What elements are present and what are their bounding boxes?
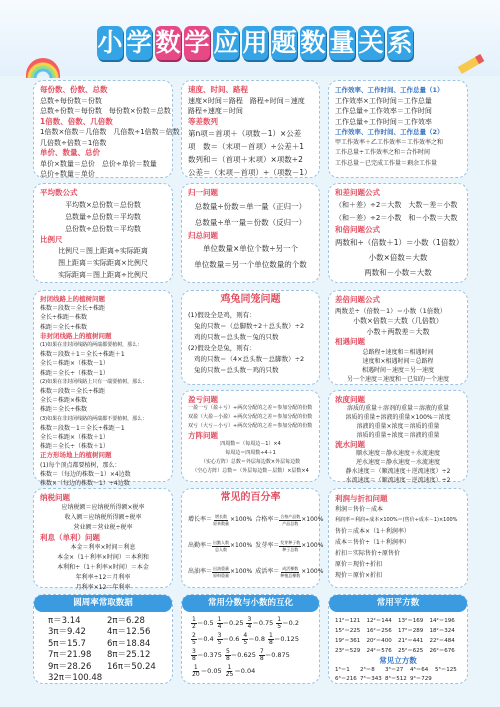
cube-value: 5³＝125 [435,666,457,673]
formula: 速度×时间＝路程 路程÷时间＝速度 [188,96,305,105]
formula: 株距＝全长÷株数 [40,406,88,414]
formula: 顺水速度＝静水速度＋水流速度 [355,450,440,457]
formula: 本金＝利率×时间＝利息 [70,544,136,551]
formula: 工作总量÷工作时间＝工作效率 [335,117,432,126]
formula: 图上距离＝实际距离×比例尺 [58,259,148,267]
pi-value: 2π＝6.28 [107,615,145,626]
formula: 总数量÷总份数＝平均数 [65,212,141,221]
cube-value: 4³＝64 [410,666,429,673]
title-char: 应 [213,26,239,60]
card-tax-interest [33,488,173,591]
square-value: 11²＝121 [335,617,361,624]
formula: 溶质的重量÷浓度＝溶液的重量 [356,432,440,439]
formula: 原价＝现价÷折扣 [335,561,383,568]
pi-value: 5π＝15.7 [48,638,86,649]
denominator: 5 [217,639,222,646]
card-title: 常用平方数 [329,595,467,612]
cube-row [335,675,461,684]
formula: 比例尺＝图上距离÷实际距离 [58,247,148,255]
card-sum-difference [328,183,468,283]
formula: 收入额＝应纳税所得额÷税率 [64,514,142,521]
formula: 数列和＝（首项＋末项）×项数÷2 [188,155,303,164]
formula: 溶质的重量÷溶液的重量×100%＝浓度 [345,414,451,421]
formula: 实际距离＝图上距离÷比例尺 [58,271,148,279]
formula: 第n项＝首项＋（项数－1）×公差 [188,129,302,138]
label: 成活率＝ [255,568,280,576]
formula: 利润＝售价－成本 [335,506,384,513]
numerator: 1 [192,616,196,623]
numerator: 出勤人数 [213,540,230,545]
fraction-row [188,648,313,664]
square-value: 16²＝256 [366,627,392,634]
formula: 利润率＝利润÷成本×100%＝(售价÷成本－1)×100% [335,517,458,523]
card-concentration-flow [328,390,468,482]
formula: 株距＝全长÷（株数＋1） [40,443,109,451]
card-percentages [181,488,324,588]
card-unitary [181,183,320,283]
suffix: ×100% [301,516,324,524]
square-value: 22²＝484 [429,637,455,644]
denominator: 8 [259,655,264,662]
square-value: 18²＝324 [429,627,455,634]
cube-value: 1³＝1 [335,666,350,673]
formula: 工作总量÷工作效率之和＝合作时间 [335,149,431,156]
title-char: 学 [184,26,210,60]
denominator: 20 [192,671,200,678]
fraction-row [188,616,313,632]
card-fraction-decimal [181,594,320,684]
numerator: 3 [247,616,252,623]
heading: 盈亏问题 [188,395,218,404]
square-value: 21²＝441 [398,637,424,644]
heading: 利润与折扣问题 [335,494,388,503]
heading: 等差数列 [188,116,218,126]
formula: 株数＝（每边的株数－1）×4边数 [40,470,131,478]
numerator: 1 [193,664,198,671]
formula: 总份数÷总份数＝平均数 [65,224,141,233]
formula: 现价＝原价×折扣 [335,572,383,579]
formula: 营业额＝营业税÷税率 [73,524,133,531]
denominator: 8 [225,655,230,662]
card-profit-loss-array [181,390,320,482]
formula: 折扣＝实际售价÷原售价 [335,550,401,557]
title-char: 系 [387,26,413,60]
pi-value: 4π＝12.56 [107,627,151,637]
heading: 利息（单利）问题 [40,533,100,542]
heading: 和倍问题公式 [335,224,380,234]
numerator: 1 [277,616,282,623]
formula: （和－差）÷2＝小数 和－小数＝大数 [335,213,458,222]
percent-row [188,560,324,586]
card-work-efficiency [328,80,468,178]
pi-value: 9π＝28.26 [48,661,92,672]
denominator: 25 [225,671,234,678]
numerator: 1 [217,616,222,623]
formula: 工作总量÷工作效率＝工作时间 [335,107,432,115]
fraction-row [188,664,313,680]
formula: 株数＝段数－1＝全长÷株距－1 [40,424,125,432]
formula: 相遇时间－速度＝另一速度 [361,366,434,374]
numerator: 2 [192,632,196,639]
heading: 相遇问题 [335,337,365,346]
title-char: 小 [97,26,123,60]
denominator: 2 [192,623,196,630]
suffix: ×100% [230,542,253,550]
cube-value: 7³＝343 [360,675,382,682]
heading: 流水问题 [335,440,365,449]
denominator: 种子总数 [282,547,299,552]
denominator: 4 [247,623,252,630]
fraction [279,540,301,553]
formula: 单位数量＝另一个单位数量的个数 [194,260,307,269]
heading: 常见立方数 [379,655,417,665]
formula: 溶液的重量×浓度＝溶质的重量 [356,423,440,430]
denominator: 原来数量 [213,521,230,526]
formula: 单位数量×单位个数÷另一个 [202,244,299,253]
fraction [225,665,235,678]
numerator: 合格产品数 [280,514,301,519]
cube-row [335,666,461,675]
denominator: 5 [192,639,196,646]
formula: 成本＝售价÷（1＋利润率） [335,539,410,546]
pi-row [40,662,166,674]
numerator: 3 [217,632,222,639]
pi-value: 8π＝25.12 [107,650,151,660]
formula: 四周数＝（每周边－1）×4 [220,441,281,447]
formula: 全长÷株距－株数 [40,314,88,322]
formula: (1)如果在非封闭线路的两端都要植树，那么： [40,342,143,349]
pi-value: 7π＝21.98 [48,650,92,660]
title-char: 关 [358,26,384,60]
formula: （实心方阵）总数＝外层每边数×外层每边数 [200,459,301,465]
numerator: 出油重量 [213,566,230,571]
card-title: 常用分数与小数的互化 [182,595,319,612]
formula: 逆水速度＝静水速度－水流速度 [355,459,440,466]
heading: 纳税问题 [40,493,70,502]
decimal-value: ＝0.2 [282,619,299,628]
card-title: 常见的百分率 [220,492,281,503]
pi-row [40,673,166,685]
cube-value: 9³＝729 [410,675,432,682]
decimal-value: ＝0.125 [273,635,299,644]
percent-row [188,534,324,560]
square-value: 24²＝576 [366,647,392,654]
title-char: 数 [300,26,326,60]
denominator: 种植总棵数 [280,573,301,578]
formula: 一盈一亏（盈＋亏）÷两次分配的之差＝参加分配的份数 [188,405,313,411]
title-char: 用 [242,26,268,60]
formula: 路程÷速度＝时间 [188,107,243,115]
numerator: 增长数 [215,514,228,519]
formula: 另一个速度＝速度和－已知的一个速度 [346,375,449,383]
label: 出油率＝ [188,568,213,576]
fraction [212,514,230,527]
card-title: 鸡兔同笼问题 [220,294,281,305]
numerator: 发芽种子数 [280,540,301,545]
card-profit-discount [328,488,468,588]
formula: 株数×（每边的株数－1）÷4边数 [40,480,130,488]
formula: 总路程÷速度和＝相遇时间 [362,348,434,356]
formula: 全长＝株距×（株数－1） [40,360,109,368]
formula: (3)如果在非封闭线路的两端都不要植树，那么： [40,415,148,422]
formula: 本金×（1＋利率×时间）＝本利和 [57,554,149,561]
formula: 工作总量－已完成工作量＝剩余工作量 [335,159,438,167]
heading: 方阵问题 [188,431,218,440]
title-char: 数 [155,26,181,60]
square-row [335,616,461,626]
formula: 几倍数÷倍数＝1倍数 [40,138,107,147]
label: 出勤率＝ [188,542,213,550]
formula: （和＋差）÷2＝大数 大数－差＝小数 [335,200,458,209]
formula: 鸡的只数＝总头数－兔的只数 [194,332,279,341]
denominator: 原料重量 [213,573,230,578]
square-value: 20²＝400 [366,637,392,644]
card-tree-planting [33,290,173,488]
formula: 静水速度＝（顺流速度＋逆流速度）÷2 [345,468,451,475]
suffix: ×100% [301,568,324,576]
decimal-value: ＝0.05 [200,667,222,676]
card-chicken-rabbit [181,290,320,385]
heading: 差倍问题公式 [335,295,380,304]
denominator: 8 [269,639,273,646]
denominator: 8 [192,655,196,662]
fraction-row [188,632,313,648]
card-squares-cubes [328,594,468,684]
heading: 归一问题 [188,188,218,197]
formula: 月利率×12＝年利率 [75,584,131,591]
fraction [279,514,301,527]
formula: 工作效率×工作时间＝工作总量 [335,96,432,105]
decimal-value: ＝0.4 [196,635,214,644]
decimal-value: ＝0.25 [222,619,244,628]
suffix: ×100% [230,568,253,576]
formula: 公差＝（末项－首项）÷（项数－1） [188,168,312,177]
formula: 总数量÷份数＝单一量（正归一） [194,201,307,211]
heading: 速度、时间、路程 [188,85,248,94]
cube-value: 2³＝8 [360,666,375,673]
card-quantity-basics [33,80,180,178]
formula: 小数×倍数＝大数（几倍数） [353,317,443,325]
heading: 1倍数、倍数、几倍数 [40,116,113,126]
pi-row [40,627,166,639]
heading: 非封闭线路上的植树问题 [40,331,112,340]
heading: 和差问题公式 [335,188,380,197]
formula: 两数差÷（倍数－1）＝小数（1倍数） [335,306,447,315]
heading: 正方形场地上的植树问题 [40,451,112,460]
formula: 总数÷份数＝每份数 每份数×份数＝总数 [40,107,171,115]
cube-value: 3³＝27 [385,666,404,673]
formula: 两数和÷（倍数＋1）＝小数（1倍数） [335,238,464,247]
formula: 1倍数×倍数＝几倍数 几倍数÷1倍数＝倍数 [40,128,180,136]
formula: 单价×数量＝总价 总价÷单价＝数量 [40,159,157,168]
numerator: 4 [243,632,248,639]
denominator: 4 [217,623,222,630]
heading: 工作效率、工作时间、工作总量（1） [335,86,444,94]
suffix: ×100% [230,516,253,524]
label: 合格率＝ [255,516,280,524]
formula: 兔的只数＝（总脚数÷2＋总头数）÷2 [194,321,305,330]
numerator: 5 [225,648,230,655]
formula: 全长＝株距×株数 [40,397,88,405]
fraction [212,566,230,579]
heading: 平均数公式 [40,188,78,197]
formula: (2)如果在非封闭线路上只有一端要植树，那么： [40,378,148,385]
formula: 年利率÷12＝月利率 [75,574,131,581]
title-char: 量 [329,26,355,60]
denominator: 5 [243,639,248,646]
fraction [279,566,301,579]
numerator: 1 [227,664,232,671]
formula: 株数＝段数＝全长÷株距 [40,305,106,313]
formula: 小数×倍数＝大数 [368,253,428,262]
heading: 浓度问题 [335,395,365,404]
formula: 平均数×总份数＝总份数 [65,200,141,209]
numerator: 7 [259,648,264,655]
pi-row [40,639,166,651]
formula: (1)每个顶点都要植树，那么： [40,461,121,469]
numerator: 1 [269,632,273,639]
formula: 株数＝段数＝全长÷株距 [40,388,106,396]
formula: 甲工作效率＋乙工作效率＝工作效率之和 [335,138,444,146]
square-value: 23²＝529 [335,647,361,654]
formula: (1)假设全是鸡，则有： [188,310,256,319]
formula: 本利和÷（1＋利率×时间）＝本金 [57,564,149,571]
pi-value: 16π＝50.24 [107,661,156,672]
formula: (2)假设全是兔，则有： [188,343,256,352]
formula: 株距＝全长÷（株数－1） [40,369,109,377]
formula: 双亏（大亏－小亏）÷两次分配的之差＝参加分配的份数 [188,423,313,429]
square-row [335,646,461,656]
decimal-value: ＝0.6 [222,635,240,644]
decimal-value: ＝0.5 [196,619,214,628]
decimal-value: ＝0.875 [264,651,290,660]
square-row [335,626,461,636]
title-char: 学 [126,26,152,60]
formula: 小数＋两数差＝大数 [366,327,430,336]
formula: 全长＝株距×（株数＋1） [40,434,109,442]
formula: 双盈（大盈－小盈）÷两次分配的之差＝参加分配的份数 [188,414,313,420]
title-char: 题 [271,26,297,60]
card-title: 圆周率常取数据 [34,595,172,612]
decimal-value: ＝0.04 [234,667,256,676]
formula: 总数量÷单一量＝份数（反归一） [194,217,307,227]
square-value: 17²＝289 [398,627,424,634]
card-multiple-meeting [328,290,468,385]
heading: 每份数、份数、总数 [40,85,108,94]
pi-value: 32π＝100.48 [48,673,103,683]
label: 增长率＝ [188,516,213,524]
numerator: 3 [192,648,196,655]
square-value: 15²＝225 [335,627,361,634]
fraction [212,540,230,553]
cube-value: 8³＝512 [385,675,407,682]
card-average-scale [33,183,173,283]
formula: 溶质的重量＋溶剂的重量＝溶液的重量 [346,405,449,412]
heading: 比例尺 [40,234,63,244]
square-value: 26²＝676 [429,647,455,654]
cube-value: 6³＝216 [335,675,357,682]
page-title [60,26,450,64]
denominator: 总人数 [215,547,228,552]
denominator: 5 [277,623,282,630]
formula: 株距＝全长÷株数 [40,323,88,331]
numerator: 成活棵数 [282,566,299,571]
decimal-value: ＝0.8 [248,635,266,644]
formula: （空心方阵）总数＝（外层每边数－层数）×层数×4 [192,468,309,474]
heading: 归总问题 [188,230,218,240]
pi-row [40,616,166,628]
pi-value: 3π＝9.42 [48,627,86,637]
formula: 两数和－小数＝大数 [364,268,432,277]
formula: 兔的只数＝总头数－鸡的只数 [194,365,279,374]
formula: 总数÷每份数＝份数 [40,96,102,105]
card-speed-sequence [181,80,320,178]
formula: 总价÷数量＝单价 [40,170,95,178]
square-value: 25²＝625 [398,647,424,654]
formula: 项 数＝（末项－首项）÷公差＋1 [188,142,305,151]
decimal-value: ＝0.375 [196,651,222,660]
formula: 应纳税额＝应纳税所得额×税率 [61,504,145,511]
formula: 速度和×相遇时间＝总路程 [362,357,434,365]
formula: 每周边＝四周数÷4＋1 [225,450,276,456]
card-pi-values [33,594,173,684]
decimal-value: ＝0.625 [230,651,256,660]
formula: 鸡的只数＝（4×总头数－总脚数）÷2 [194,354,305,363]
pi-value: π＝3.14 [48,615,81,626]
formula: 株数＝段数＋1＝全长÷株距＋1 [40,351,125,359]
heading: 单价、数量、总价 [40,148,100,157]
label: 发芽率＝ [255,542,280,550]
suffix: ×100% [301,542,324,550]
pi-row [40,650,166,662]
square-value: 19²＝361 [335,637,361,644]
square-value: 13²＝169 [398,617,424,624]
square-value: 14²＝196 [429,617,455,624]
pi-value: 6π＝18.84 [107,638,151,649]
fraction [191,665,201,678]
square-row [335,636,461,646]
square-value: 12²＝144 [366,617,392,624]
heading: 工作效率、工作时间、工作总量（2） [335,128,444,136]
formula: 售价＝成本×（1＋利润率） [335,528,410,535]
percent-row [188,508,324,534]
heading: 封闭线路上的植树问题 [40,295,105,303]
formula: 水流速度＝（顺流速度－逆流速度）÷2 [345,477,451,484]
decimal-value: ＝0.75 [252,619,274,628]
denominator: 产品总数 [282,521,299,526]
